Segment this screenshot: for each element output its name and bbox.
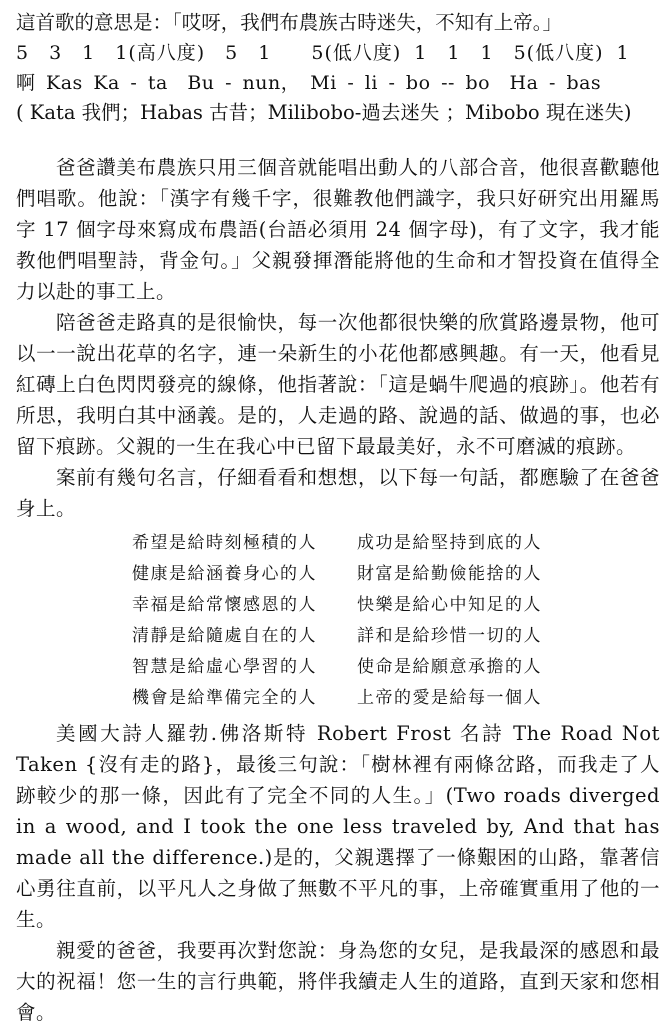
sayings-list <box>132 528 542 714</box>
saying-row <box>132 528 542 559</box>
saying-right: 財富是給勤儉能捨的人 <box>357 564 542 584</box>
saying-left: 清靜是給隨處自在的人 <box>132 626 317 646</box>
saying-row <box>132 683 542 714</box>
saying-left: 健康是給涵養身心的人 <box>132 564 317 584</box>
body-text <box>16 152 660 1028</box>
saying-left: 機會是給準備完全的人 <box>132 688 317 708</box>
saying-right: 使命是給願意承擔的人 <box>357 657 542 677</box>
saying-row <box>132 559 542 590</box>
saying-left: 智慧是給虛心學習的人 <box>132 657 317 677</box>
paragraph-singing: 爸爸讚美布農族只用三個音就能唱出動人的八部合音，他很喜歡聽他們唱歌。他說：「漢字有幾千字，很難教他們識字，我只好研究出用羅馬字 17 個字母來寫成布農語(台語必須用 24 個字母)，有了文字，我才能教他們唱聖詩，背金句。」父親發揮潛能將他的生命和才智投資在值得全力以赴的事工上。 <box>16 156 660 303</box>
saying-row <box>132 621 542 652</box>
saying-right: 成功是給堅持到底的人 <box>357 533 542 553</box>
song-meaning-line: 這首歌的意思是：「哎呀，我們布農族古時迷失，不知有上帝。」 <box>16 11 563 34</box>
song-lyrics-line: 啊 Kas Ka - ta Bu - nun， Mi - li - bo -- bo Ha - bas <box>16 72 602 94</box>
song-notes-line: 5 3 1 1(高八度) 5 1 5(低八度) 1 1 1 5(低八度) 1 <box>16 42 630 64</box>
paragraph-walking: 陪爸爸走路真的是很愉快，每一次他都很快樂的欣賞路邊景物，他可以一一說出花草的名字，連一朵新生的小花他都感興趣。有一天，他看見紅磚上白色閃閃發亮的線條，他指著說：「這是蝸牛爬過的痕跡」。他若有所思，我明白其中涵義。是的，人走過的路、說過的話、做過的事，也必留下痕跡。父親的一生在我心中已留下最最美好，永不可磨滅的痕跡。 <box>16 311 660 458</box>
saying-right: 上帝的愛是給每一個人 <box>357 688 542 708</box>
song-gloss-line: ( Kata 我們；Habas 古昔；Milibobo-過去迷失 ；Mibobo 現在迷失) <box>16 101 632 124</box>
saying-right: 快樂是給心中知足的人 <box>357 595 542 615</box>
saying-left: 幸福是給常懷感恩的人 <box>132 595 317 615</box>
paragraph-closing: 親愛的爸爸，我要再次對您說：身為您的女兒，是我最深的感恩和最大的祝福！您一生的言行典範，將伴我續走人生的道路，直到天家和您相會。 <box>16 939 660 1024</box>
paragraph-sayings-intro: 案前有幾句名言，仔細看看和想想，以下每一句話，都應驗了在爸爸身上。 <box>16 466 660 520</box>
saying-row <box>132 590 542 621</box>
saying-right: 詳和是給珍惜一切的人 <box>357 626 542 646</box>
saying-left: 希望是給時刻極積的人 <box>132 533 317 553</box>
saying-row <box>132 652 542 683</box>
paragraph-robert-frost: 美國大詩人羅勃.佛洛斯特 Robert Frost 名詩 The Road Not Taken {沒有走的路}，最後三句說：「樹林裡有兩條岔路，而我走了人跡較少的那一條，因此有了完全不同的人生。」(Two roads diverged in a wood, and I took the one less traveled by, And that has made all the difference.)是的，父親選擇了一條艱困的山路，靠著信心勇往直前，以平凡人之身做了無數不平凡的事，上帝確實重用了他的一生。 <box>16 722 660 931</box>
